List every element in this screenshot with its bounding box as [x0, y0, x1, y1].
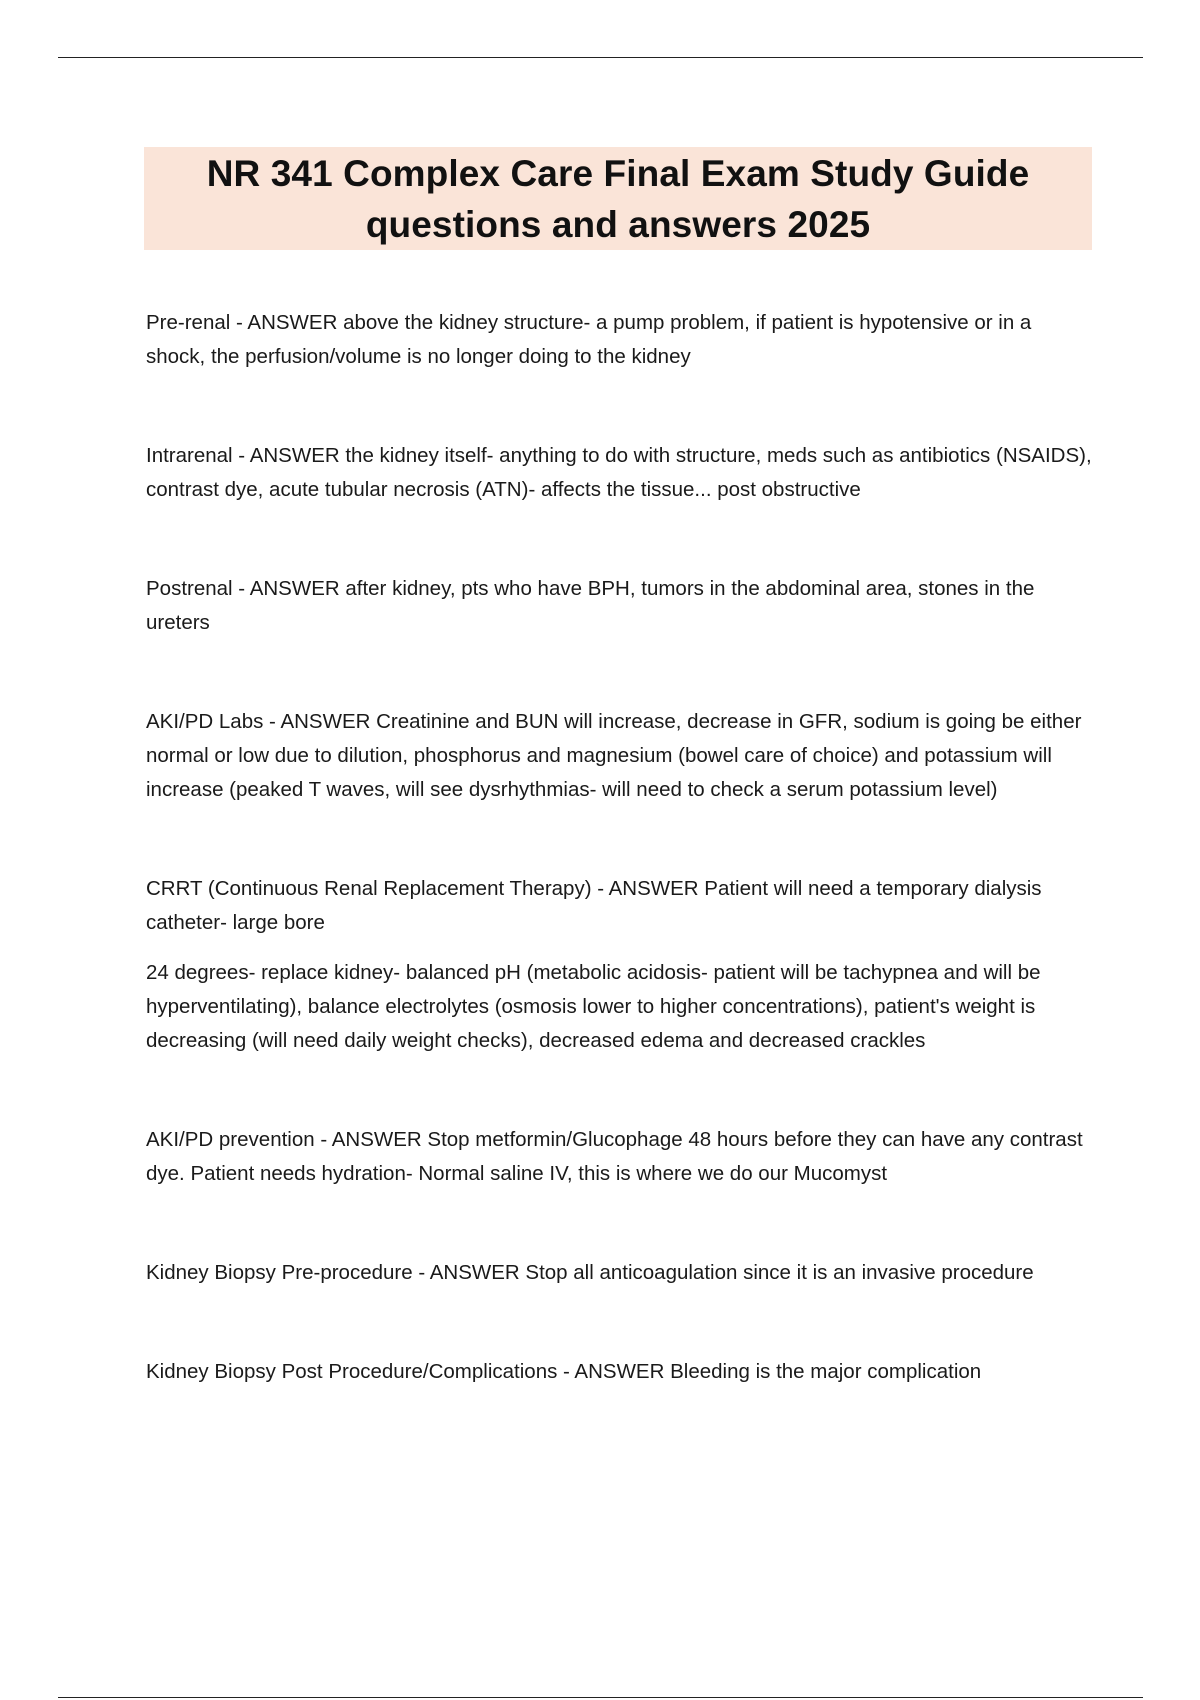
study-guide-entries	[146, 306, 1096, 1389]
entry-aki-pd-labs: AKI/PD Labs - ANSWER Creatinine and BUN will increase, decrease in GFR, sodium is going be either normal or low due to dilution, phosphorus and magnesium (bowel care of choice) and potassium will increase (peaked T waves, will see dysrhythmias- will need to check a serum potassium level)	[146, 710, 1082, 801]
title-line-2: questions and answers 2025	[365, 203, 871, 245]
top-rule	[58, 57, 1143, 58]
entry-kidney-biopsy-pre: Kidney Biopsy Pre-procedure - ANSWER Stop all anticoagulation since it is an invasive procedure	[146, 1261, 1034, 1284]
entry-postrenal: Postrenal - ANSWER after kidney, pts who have BPH, tumors in the abdominal area, stones in the ureters	[146, 577, 1035, 634]
entry-pre-renal: Pre-renal - ANSWER above the kidney structure- a pump problem, if patient is hypotensive or in a shock, the perfusion/volume is no longer doing to the kidney	[146, 311, 1032, 368]
entry-aki-pd-prevention: AKI/PD prevention - ANSWER Stop metformin/Glucophage 48 hours before they can have any contrast dye. Patient needs hydration- Normal saline IV, this is where we do our Mucomyst	[146, 1128, 1083, 1185]
title-line-1: NR 341 Complex Care Final Exam Study Guide	[206, 152, 1030, 194]
entry-kidney-biopsy-post: Kidney Biopsy Post Procedure/Complications - ANSWER Bleeding is the major complication	[146, 1360, 982, 1383]
entry-crrt-continuation: 24 degrees- replace kidney- balanced pH (metabolic acidosis- patient will be tachypnea and will be hyperventilating), balance electrolytes (osmosis lower to higher concentrations), patient's weight is decreasing (will need daily weight checks), decreased edema and decreased crackles	[146, 961, 1041, 1052]
entry-crrt: CRRT (Continuous Renal Replacement Therapy) - ANSWER Patient will need a temporary dialysis catheter- large bore	[146, 877, 1042, 934]
title-banner	[144, 147, 1092, 250]
page-title	[207, 148, 1030, 250]
bottom-rule	[58, 1697, 1143, 1698]
entry-intrarenal: Intrarenal - ANSWER the kidney itself- anything to do with structure, meds such as antibiotics (NSAIDS), contrast dye, acute tubular necrosis (ATN)- affects the tissue... post obstructive	[146, 444, 1092, 501]
